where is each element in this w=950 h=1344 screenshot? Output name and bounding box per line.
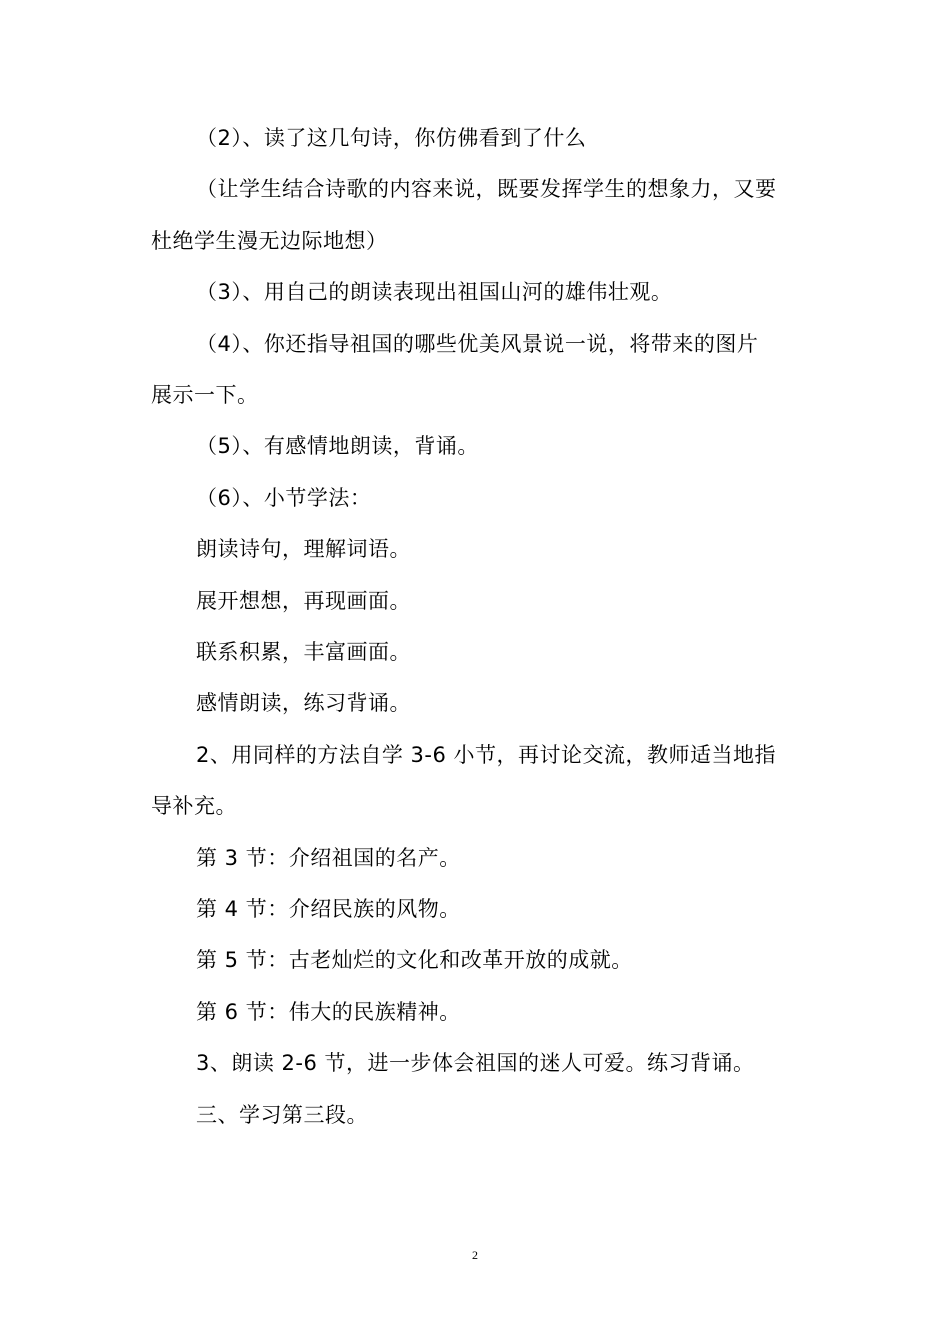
text-line: 朗读诗句，理解词语。 xyxy=(196,537,411,561)
text-line: 展示一下。 xyxy=(151,383,259,407)
text-line: 第 6 节：伟大的民族精神。 xyxy=(196,1000,461,1024)
text-line: （4）、你还指导祖国的哪些优美风景说一说，将带来的图片 xyxy=(196,332,759,356)
text-line: （2）、读了这几句诗，你仿佛看到了什么 xyxy=(196,126,587,150)
text-line: 3、朗读 2-6 节，进一步体会祖国的迷人可爱。练习背诵。 xyxy=(196,1051,755,1075)
text-line: 感情朗读，练习背诵。 xyxy=(196,691,411,715)
text-line: 三、学习第三段。 xyxy=(196,1103,368,1127)
text-line: 第 5 节：古老灿烂的文化和改革开放的成就。 xyxy=(196,948,633,972)
text-line: 杜绝学生漫无边际地想） xyxy=(151,229,388,253)
text-line: 第 4 节：介绍民族的风物。 xyxy=(196,897,461,921)
text-line: （让学生结合诗歌的内容来说，既要发挥学生的想象力，又要 xyxy=(196,177,777,201)
text-line: 展开想想，再现画面。 xyxy=(196,589,411,613)
text-line: （5）、有感情地朗读，背诵。 xyxy=(196,434,479,458)
text-line: （6）、小节学法： xyxy=(196,486,372,510)
page-number: 2 xyxy=(472,1248,478,1262)
text-line: （3）、用自己的朗读表现出祖国山河的雄伟壮观。 xyxy=(196,280,673,304)
text-line: 2、用同样的方法自学 3-6 小节，再讨论交流，教师适当地指 xyxy=(196,743,777,767)
text-line: 导补充。 xyxy=(151,794,237,818)
text-line: 第 3 节：介绍祖国的名产。 xyxy=(196,846,461,870)
text-line: 联系积累，丰富画面。 xyxy=(196,640,411,664)
